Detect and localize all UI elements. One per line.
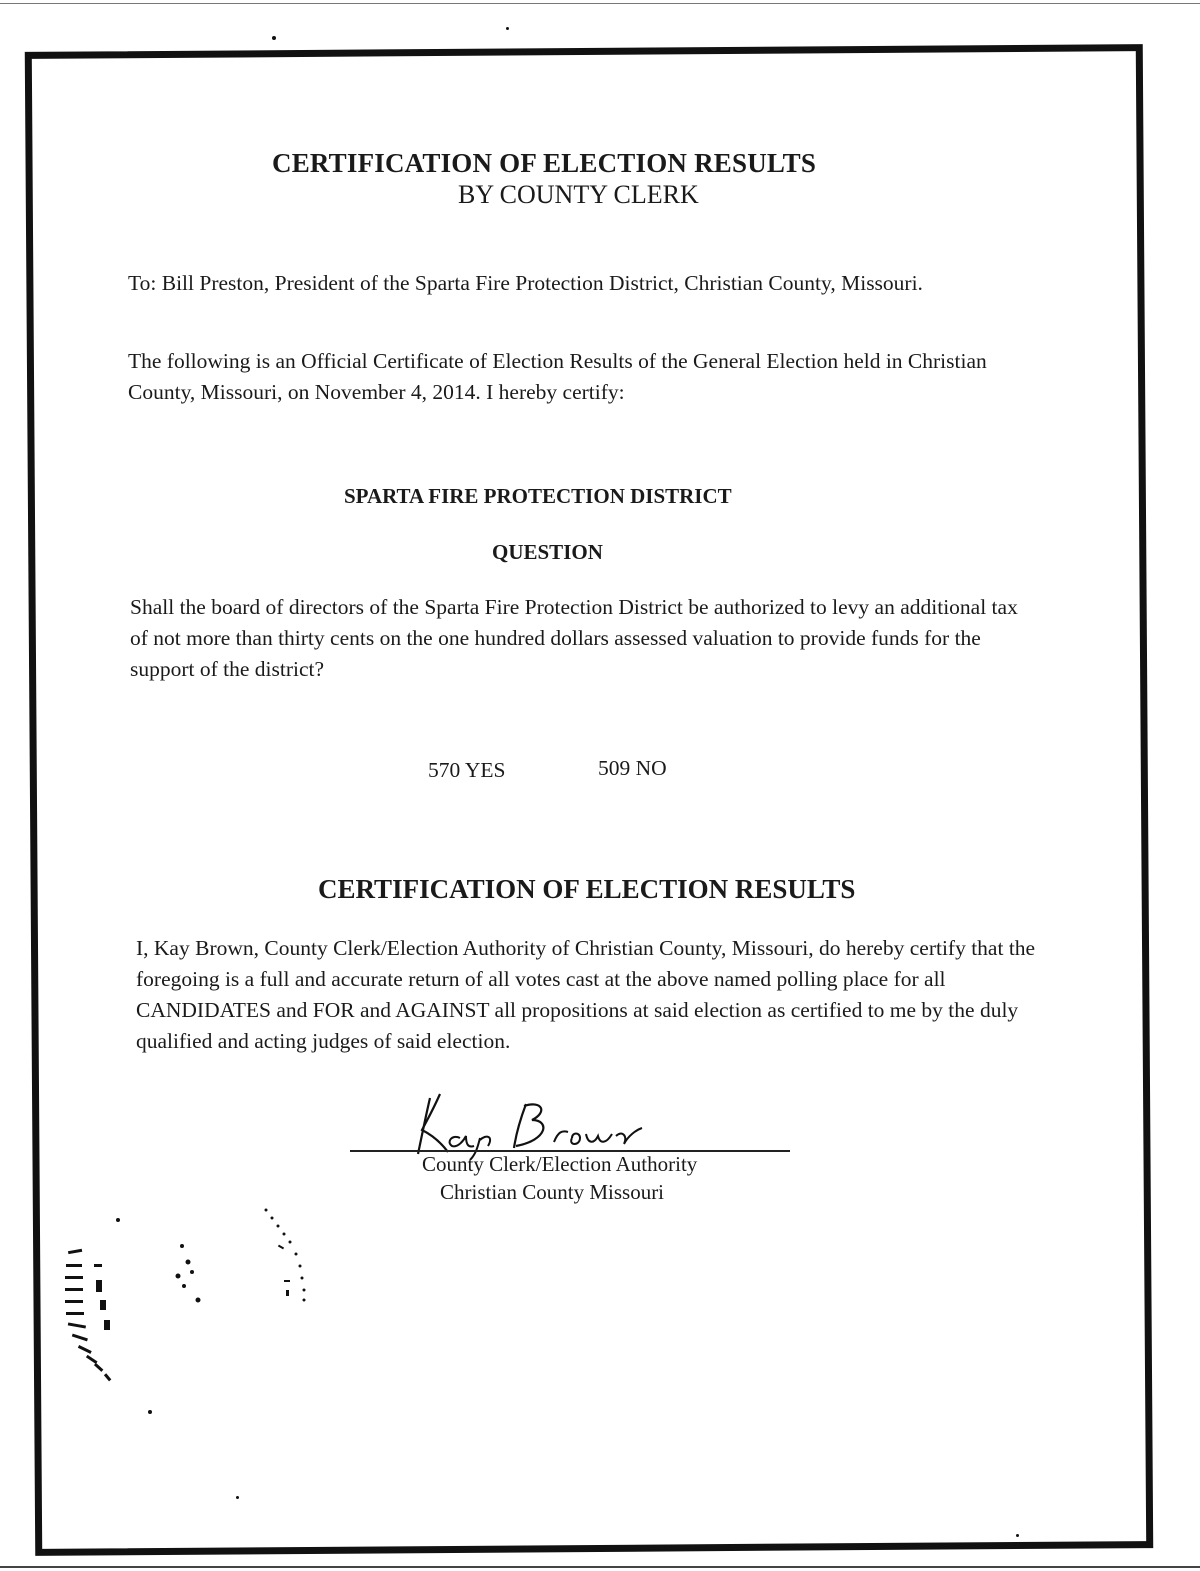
district-heading: SPARTA FIRE PROTECTION DISTRICT xyxy=(344,484,732,508)
question-heading: QUESTION xyxy=(492,540,603,564)
question-text: Shall the board of directors of the Sparta Fire Protection District be authorized to levy an additional tax of not more than thirty cents on the one hundred dollars assessed valuation to provide funds for the support of the district? xyxy=(130,595,1018,681)
scan-top-edge xyxy=(0,3,1200,4)
document-title: CERTIFICATION OF ELECTION RESULTS xyxy=(272,148,817,178)
scan-speck xyxy=(272,36,276,40)
embossed-seal-mark xyxy=(60,1200,330,1420)
intro-paragraph: The following is an Official Certificate of Election Results of the General Election held in Christian County, Missouri, on November 4, 2014. I hereby certify: xyxy=(128,349,987,404)
document-subtitle: BY COUNTY CLERK xyxy=(458,180,699,209)
scan-speck xyxy=(506,27,509,30)
no-votes: 509 NO xyxy=(598,756,667,780)
scan-bottom-edge xyxy=(0,1566,1200,1568)
yes-votes: 570 YES xyxy=(428,758,506,782)
certification-title: CERTIFICATION OF ELECTION RESULTS xyxy=(318,874,856,904)
certification-paragraph: I, Kay Brown, County Clerk/Election Authority of Christian County, Missouri, do hereby certify that the foregoing is a full and accurate return of all votes cast at the above named polling place for all CANDIDATES and FOR and AGAINST all propositions at said election as certified to me by the duly qualified and acting judges of said election. xyxy=(136,936,1036,1053)
signer-location: Christian County Missouri xyxy=(440,1180,665,1204)
addressee-line: To: Bill Preston, President of the Sparta Fire Protection District, Christian County, Missouri. xyxy=(128,271,923,295)
signer-role: County Clerk/Election Authority xyxy=(422,1152,698,1176)
